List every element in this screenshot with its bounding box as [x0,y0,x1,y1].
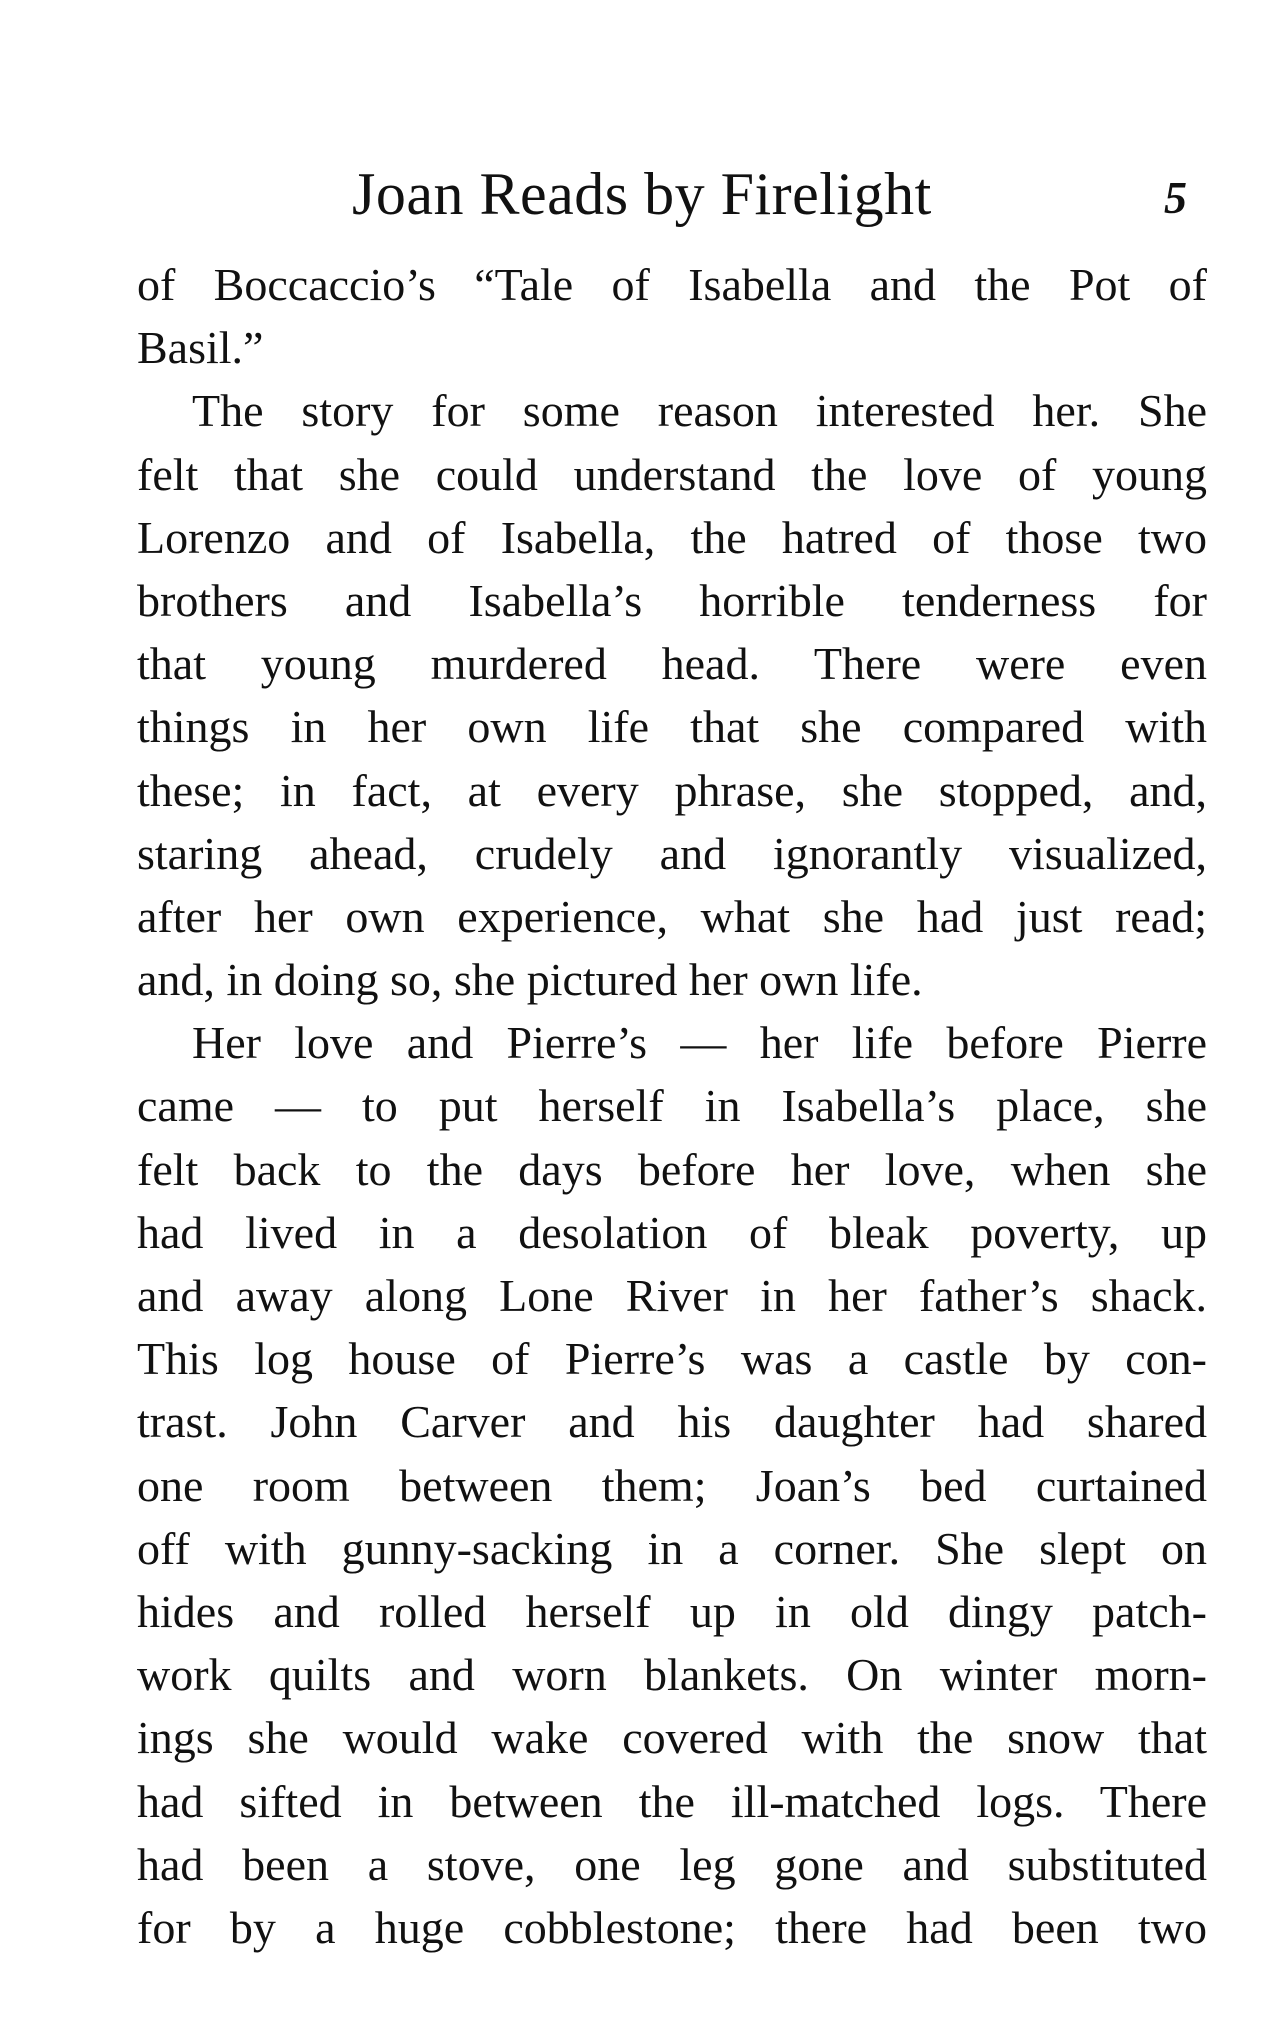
text-line: one room between them; Joan’s bed curtained [137,1459,1207,1511]
text-line: had sifted in between the ill-matched logs. There [137,1775,1207,1827]
text-line: these; in fact, at every phrase, she stopped, and, [137,764,1207,816]
text-line: and away along Lone River in her father’s shack. [137,1270,1207,1321]
text-line: had been a stove, one leg gone and substituted [137,1838,1207,1890]
text-line: Basil.” [137,322,264,374]
text-line: and, in doing so, she pictured her own life. [137,954,923,1006]
text-line: ings she would wake covered with the snow that [137,1712,1207,1764]
text-line: This log house of Pierre’s was a castle by con- [137,1333,1207,1385]
text-line: brothers and Isabella’s horrible tenderness for [137,574,1207,626]
running-title: Joan Reads by Firelight [352,161,932,227]
text-line: that young murdered head. There were even [137,638,1207,690]
text-line: things in her own life that she compared with [137,701,1207,753]
text-line: Her love and Pierre’s — her life before Pierre [192,1017,1207,1069]
text-line: of Boccaccio’s “Tale of Isabella and the Pot of [137,259,1207,310]
text-line: off with gunny-sacking in a corner. She slept on [137,1522,1207,1574]
text-line: Lorenzo and of Isabella, the hatred of those two [137,511,1207,563]
text-line: staring ahead, crudely and ignorantly visualized, [137,827,1207,879]
text-line: for by a huge cobblestone; there had been two [137,1901,1207,1953]
running-head [0,158,1263,230]
page-number: 5 [1164,172,1187,223]
text-line: trast. John Carver and his daughter had shared [137,1396,1207,1448]
body-text [137,253,1207,1959]
text-line: The story for some reason interested her. She [192,385,1207,437]
text-line: had lived in a desolation of bleak poverty, up [137,1206,1207,1258]
text-line: felt back to the days before her love, when she [137,1143,1207,1195]
text-line: work quilts and worn blankets. On winter morn- [137,1649,1207,1701]
text-line: after her own experience, what she had just read; [137,890,1207,942]
text-line: felt that she could understand the love of young [137,448,1207,500]
text-line: hides and rolled herself up in old dingy patch- [137,1585,1207,1637]
text-line: came — to put herself in Isabella’s place, she [137,1080,1207,1132]
